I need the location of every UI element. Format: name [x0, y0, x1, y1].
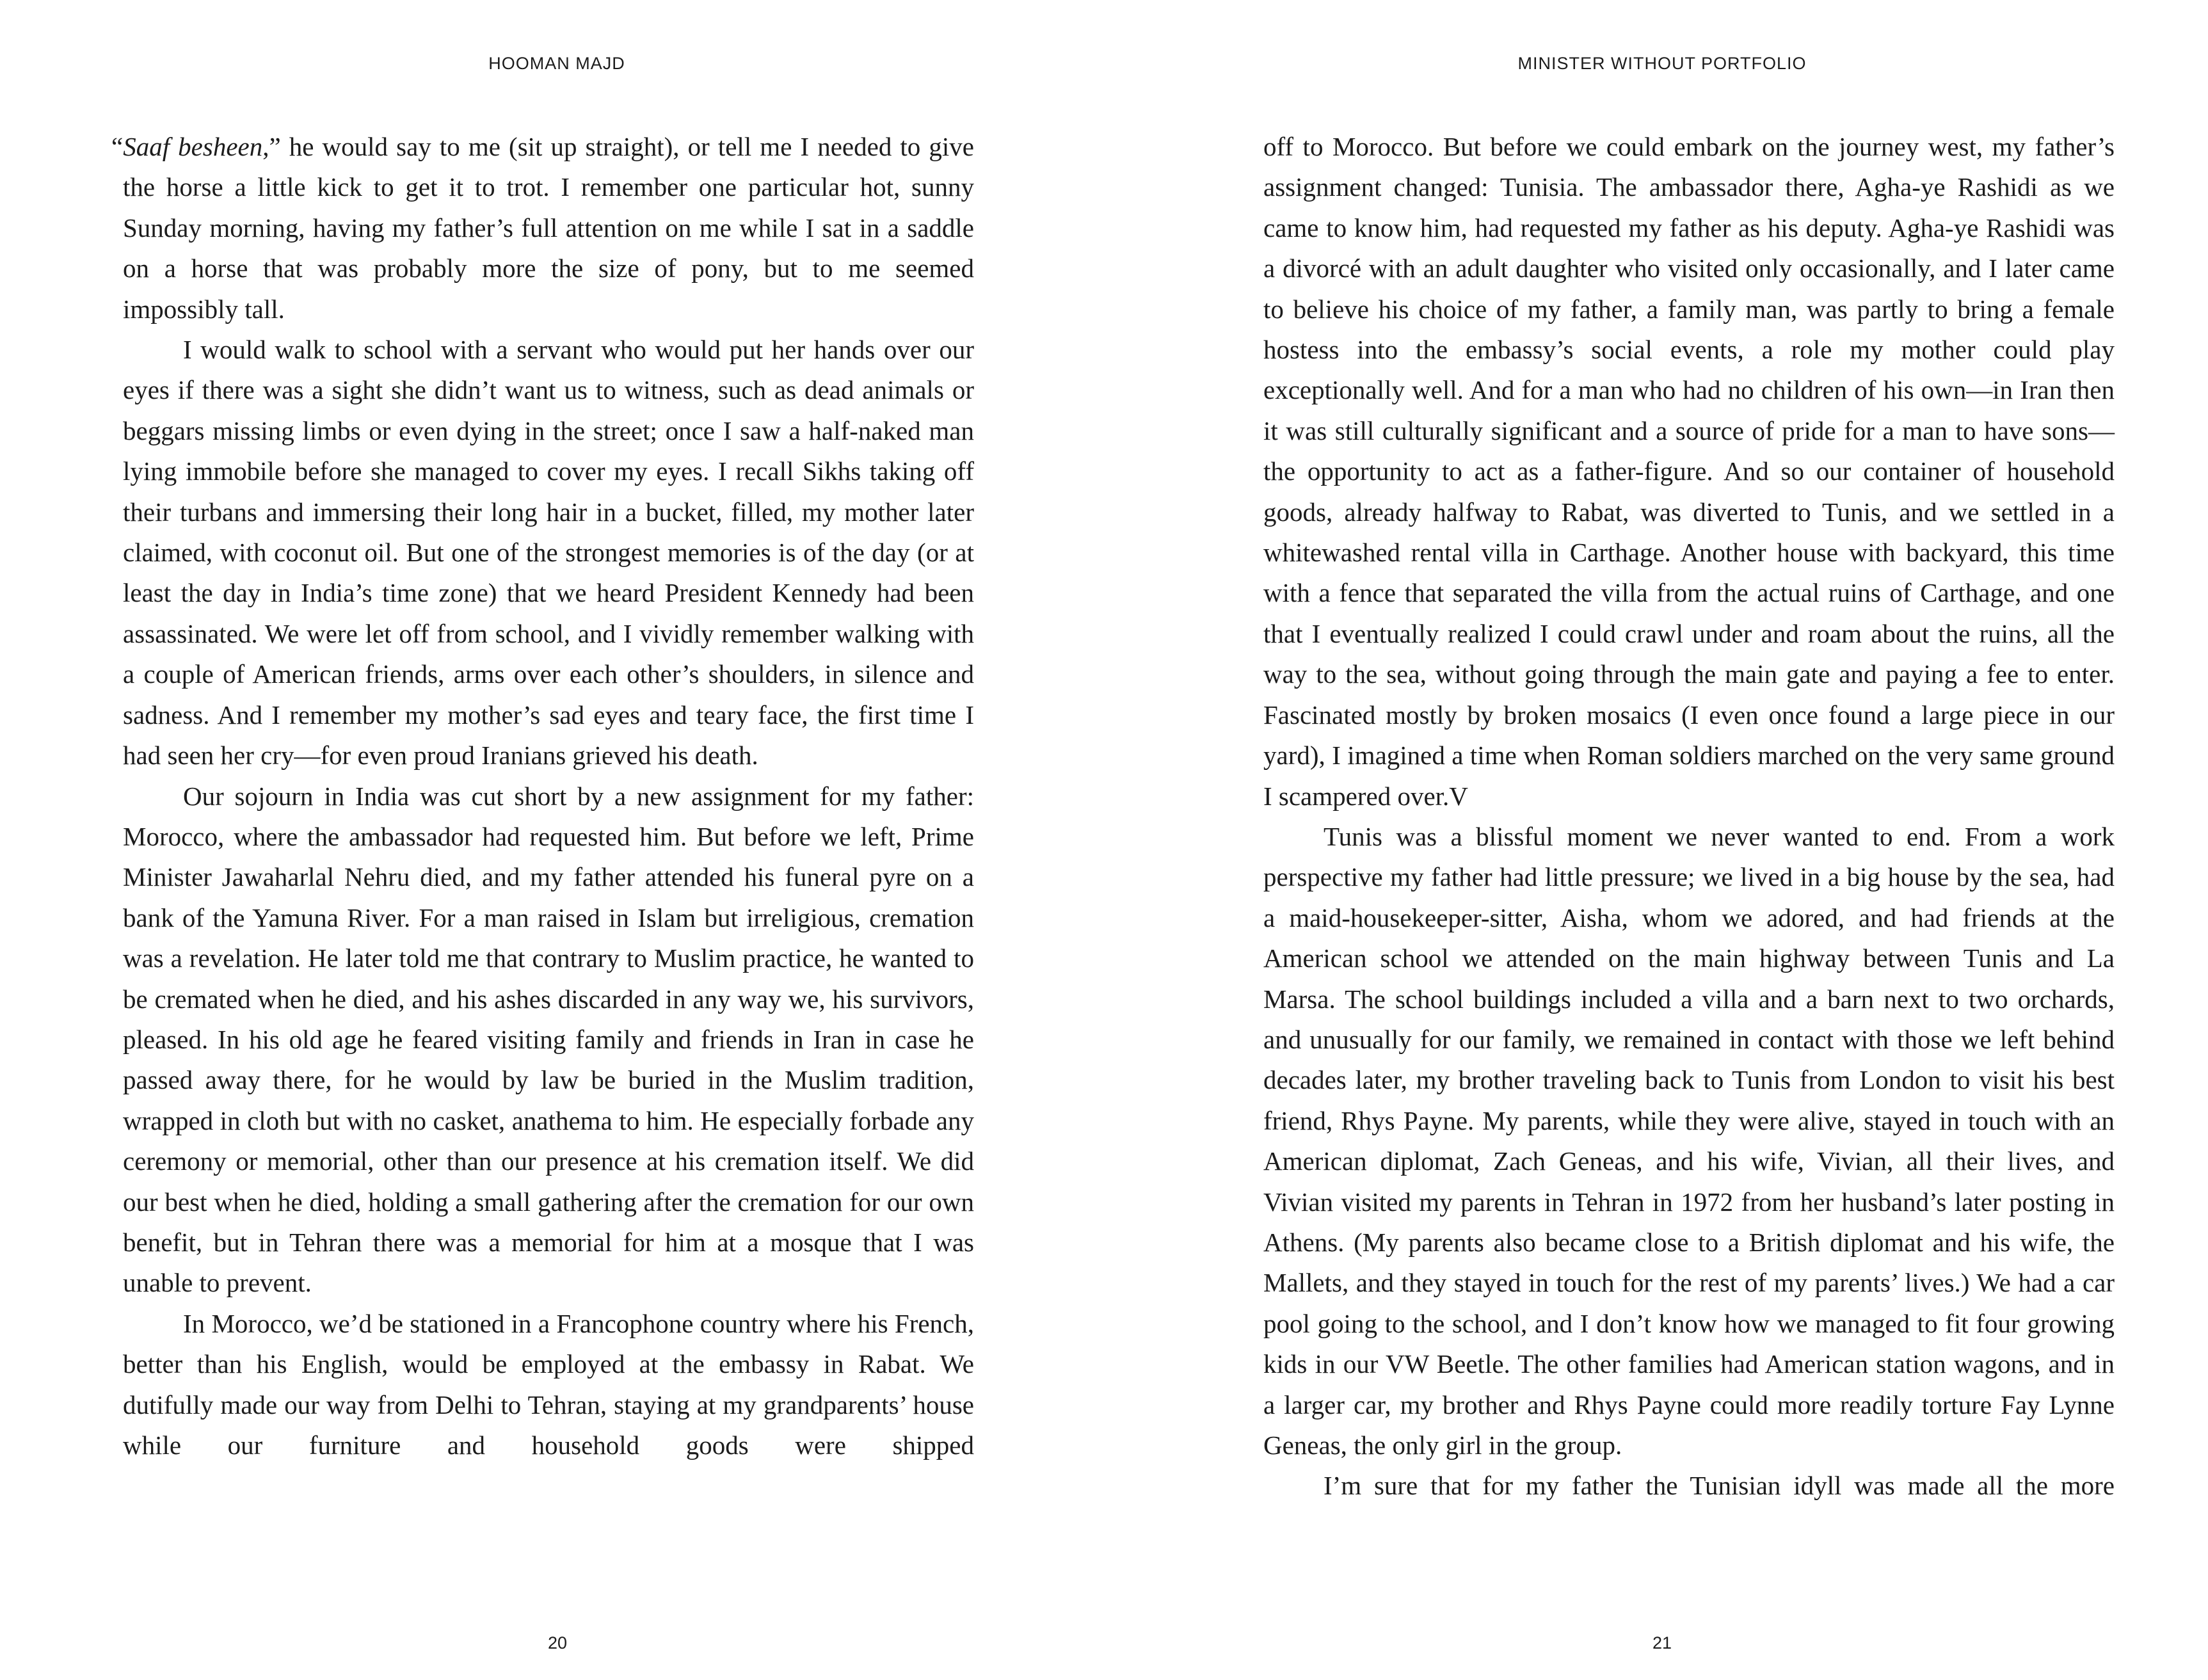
right-page-body: [1263, 127, 2115, 1507]
paragraph-1: off to Morocco. But before we could embark on the journey west, my father’s assignment changed: Tunisia. The ambassador there, Agha-ye Rashidi as we came to know him, had requested my father as his deputy. Agha-ye Rashidi was a divorcé with an adult daughter who visited only occasionally, and I later came to believe his choice of my father, a family man, was partly to bring a female hostess into the embassy’s social events, a role my mother could play exceptionally well. And for a man who had no children of his own—in Iran then it was still culturally significant and a source of pride for a man to have sons—the opportunity to act as a father-figure. And so our container of household goods, already halfway to Rabat, was diverted to Tunis, and we settled in a whitewashed rental villa in Carthage. Another house with backyard, this time with a fence that separated the villa from the actual ruins of Carthage, and one that I eventually realized I could crawl under and roam about the ruins, all the way to the sea, without going through the main gate and paying a fee to enter. Fascinated mostly by broken mosaics (I even once found a large piece in our yard), I imagined a time when Roman soldiers marched on the very same ground I scampered over.V: [1263, 132, 2115, 811]
paragraph-2: Tunis was a blissful moment we never wanted to end. From a work perspective my father had little pressure; we lived in a big house by the sea, had a maid-housekeeper-sitter, Aisha, whom we adored, and had friends at the American school we attended on the main highway between Tunis and La Marsa. The school buildings included a villa and a barn next to two orchards, and unusually for our family, we remained in contact with those we left behind decades later, my brother traveling back to Tunis from London to visit his best friend, Rhys Payne. My parents, while they were alive, stayed in touch with an American diplomat, Zach Geneas, and his wife, Vivian, all their lives, and Vivian visited my parents in Tehran in 1972 from her husband’s later posting in Athens. (My parents also became close to a British diplomat and his wife, the Mallets, and they stayed in touch for the rest of my parents’ lives.) We had a car pool going to the school, and I don’t know how we managed to fit four growing kids in our VW Beetle. The other families had American station wagons, and in a larger car, my brother and Rhys Payne could more readily torture Fay Lynne Geneas, the only girl in the group.: [1263, 821, 2115, 1460]
open-quote: “: [111, 132, 124, 161]
paragraph-1: [111, 127, 974, 330]
right-page: [1104, 0, 2208, 1680]
paragraph-1-text: ,” he would say to me (sit up straight), or tell me I needed to give the horse a little kick to get it to trot. I remember one particular hot, sunny Sunday morning, having my father’s full attention on me while I sat in a saddle on a horse that was probably more the size of pony, but to me seemed impossibly tall.: [123, 132, 974, 324]
running-head-author: HOOMAN MAJD: [488, 54, 625, 73]
page-number-left: 20: [547, 1633, 568, 1652]
paragraph-4: In Morocco, we’d be stationed in a Francophone country where his French, better than his English, would be employed at the embassy in Rabat. We dutifully made our way from Delhi to Tehran, staying at my grandparents’ house while our furniture and household goods were shipped: [123, 1308, 974, 1460]
page-number-right: 21: [1652, 1633, 1672, 1652]
paragraph-3: I’m sure that for my father the Tunisian idyll was made all the more: [1324, 1471, 2115, 1501]
italic-phrase: Saaf besheen: [123, 132, 263, 161]
paragraph-2: I would walk to school with a servant who would put her hands over our eyes if there was a sight she didn’t want us to witness, such as dead animals or beggars missing limbs or even dying in the street; once I saw a half-naked man lying immobile before she managed to cover my eyes. I recall Sikhs taking off their turbans and immersing their long hair in a bucket, filled, my mother later claimed, with coconut oil. But one of the strongest memories is of the day (or at least the day in India’s time zone) that we heard President Kennedy had been assassinated. We were let off from school, and I vividly remember walking with a couple of American friends, arms over each other’s shoulders, in silence and sadness. And I remember my mother’s sad eyes and teary face, the first time I had seen her cry—for even proud Iranians grieved his death.: [123, 335, 974, 771]
left-page-body: [111, 127, 974, 1466]
running-head-title: MINISTER WITHOUT PORTFOLIO: [1517, 54, 1807, 73]
paragraph-3: Our sojourn in India was cut short by a new assignment for my father: Morocco, where the ambassador had requested him. But before we left, Prime Minister Jawaharlal Nehru died, and my father attended his funeral pyre on a bank of the Yamuna River. For a man raised in Islam but irreligious, cremation was a revelation. He later told me that contrary to Muslim practice, he wanted to be cremated when he died, and his ashes discarded in any way we, his survivors, pleased. In his old age he feared visiting family and friends in Iran in case he passed away there, for he would by law be buried in the Muslim tradition, wrapped in cloth but with no casket, anathema to him. He especially forbade any ceremony or memorial, other than our presence at his cremation itself. We did our best when he died, holding a small gathering after the cremation for our own benefit, but in Tehran there was a memorial for him at a mosque that I was unable to prevent.: [123, 781, 974, 1298]
